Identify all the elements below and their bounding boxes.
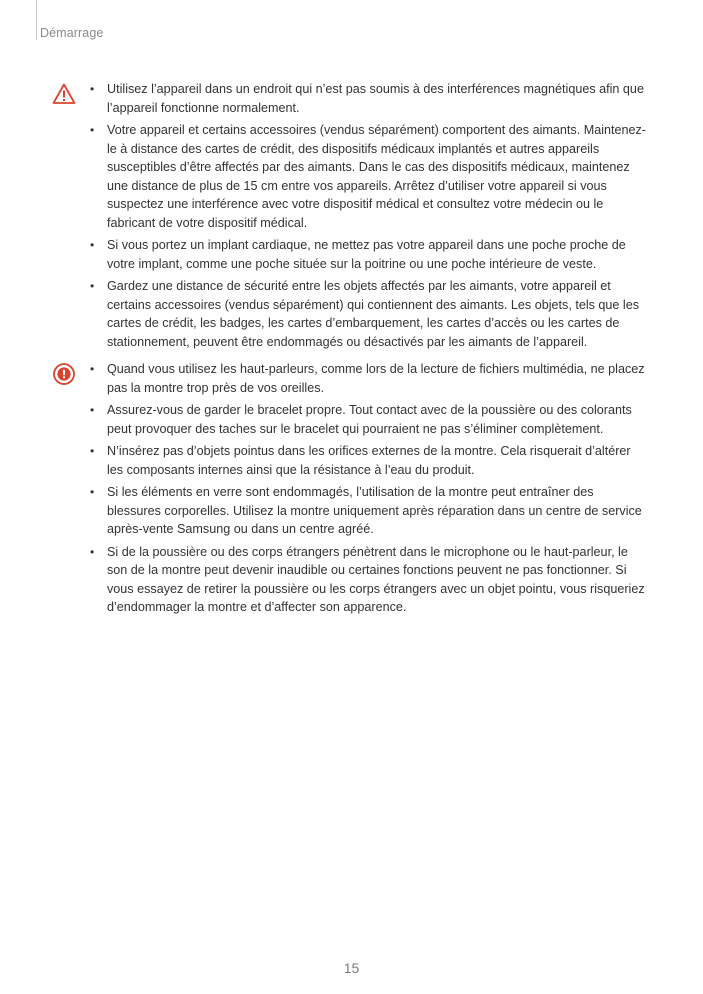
page-number: 15 bbox=[343, 960, 360, 976]
list-item-text: Quand vous utilisez les haut-parleurs, comme lors de la lecture de fichiers multimédia, ne placez pas la montre trop près de vos oreilles. bbox=[107, 362, 645, 395]
list-item bbox=[90, 543, 650, 617]
bullet-icon: • bbox=[90, 485, 95, 499]
list-item-text: Assurez-vous de garder le bracelet propre. Tout contact avec de la poussière ou des colorants peut provoquer des taches sur le bracelet qui pourraient ne pas s’éliminer complètement. bbox=[107, 403, 632, 436]
warning-triangle-icon bbox=[52, 82, 76, 106]
list-item bbox=[90, 360, 650, 397]
list-item bbox=[90, 401, 650, 438]
list-item-text: Si les éléments en verre sont endommagés, l’utilisation de la montre peut entraîner des blessures corporelles. Utilisez la montre uniquement après réparation dans un centre de service après-vente Samsung ou dans un centre agréé. bbox=[107, 485, 642, 536]
list-item bbox=[90, 80, 650, 117]
list-item-text: Votre appareil et certains accessoires (vendus séparément) comportent des aimants. Maintenez-le à distance des cartes de crédit, des dispositifs médicaux implantés et autres appareils susceptibles d’être affectés par des aimants. Dans le cas des dispositifs médicaux, maintenez une distance de plus de 15 cm entre vos appareils. Arrêtez d’utiliser votre appareil si vous suspectez une interférence avec votre dispositif médical et consultez votre médecin ou le fabricant de votre dispositif médical. bbox=[107, 123, 646, 230]
list-item-text: Si vous portez un implant cardiaque, ne mettez pas votre appareil dans une poche proche de votre implant, comme une poche située sur la poitrine ou une poche intérieure de veste. bbox=[107, 238, 626, 271]
bullet-icon: • bbox=[90, 82, 95, 96]
caution-list bbox=[90, 360, 650, 621]
warning-list bbox=[90, 80, 650, 355]
section-title: Démarrage bbox=[40, 26, 104, 40]
list-item-text: Utilisez l’appareil dans un endroit qui n’est pas soumis à des interférences magnétiques afin que l’appareil fonctionne normalement. bbox=[107, 82, 644, 115]
header-divider bbox=[36, 0, 37, 40]
list-item bbox=[90, 236, 650, 273]
list-item bbox=[90, 442, 650, 479]
bullet-icon: • bbox=[90, 444, 95, 458]
list-item-text: Gardez une distance de sécurité entre les objets affectés par les aimants, votre appareil et certains accessoires (vendus séparément) qui contiennent des aimants. Les objets, tels que les cartes de crédit, les badges, les cartes d’embarquement, les cartes d’accès ou les cartes de stationnement, peuvent être endommagés ou désactivés par les aimants de l’appareil. bbox=[107, 279, 640, 349]
bullet-icon: • bbox=[90, 123, 95, 137]
caution-circle-icon bbox=[52, 362, 76, 386]
bullet-icon: • bbox=[90, 362, 95, 376]
bullet-icon: • bbox=[90, 238, 95, 252]
list-item bbox=[90, 277, 650, 351]
bullet-icon: • bbox=[90, 403, 95, 417]
list-item bbox=[90, 121, 650, 232]
bullet-icon: • bbox=[90, 279, 95, 293]
list-item bbox=[90, 483, 650, 539]
list-item-text: Si de la poussière ou des corps étrangers pénètrent dans le microphone ou le haut-parleur, le son de la montre peut devenir inaudible ou certaines fonctions peuvent ne pas fonctionner. Si vous essayez de retirer la poussière ou les corps étrangers avec un objet pointu, vous risqueriez d’endommager la montre et d’affecter son apparence. bbox=[107, 544, 645, 614]
list-item-text: N’insérez pas d’objets pointus dans les orifices externes de la montre. Cela risquerait d’altérer les composants internes ainsi que la résistance à l’eau du produit. bbox=[107, 444, 631, 477]
bullet-icon: • bbox=[90, 544, 95, 559]
